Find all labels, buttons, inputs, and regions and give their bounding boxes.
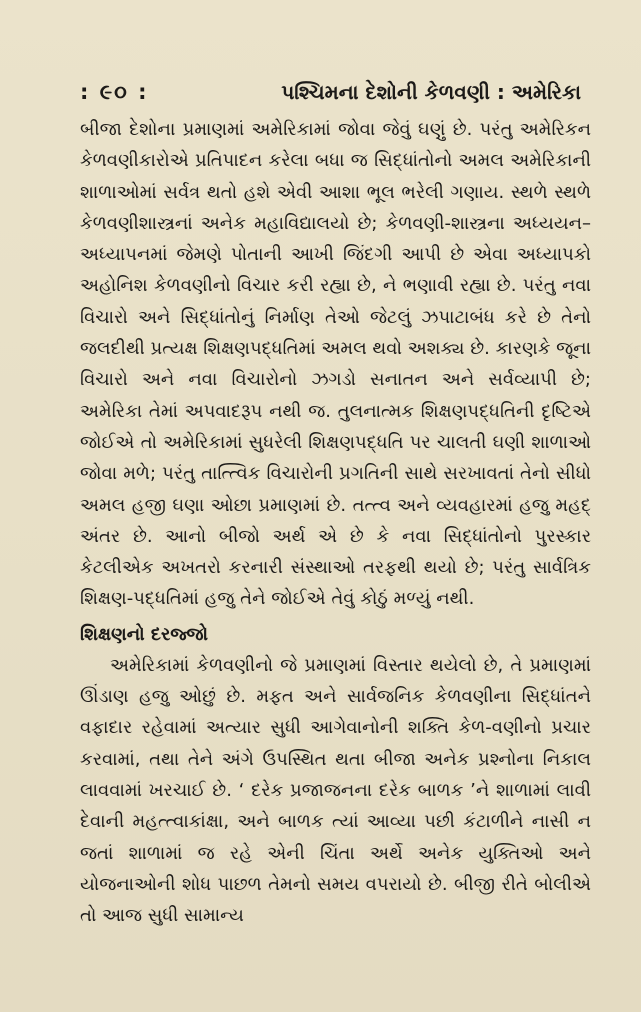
running-title: પશ્ચિમના દેશોની કેળવણી : અમેરિકા (281, 80, 581, 104)
body-paragraph-1: બીજા દેશોના પ્રમાણમાં અમેરિકામાં જોવા જેવું ઘણું છે. પરંતુ અમેરિકન કેળવણીકારોએ પ્રતિપાદન કરેલા બધા જ સિદ્ધાંતોનો અમલ અમેરિકાની શાળાઓમાં સર્વત્ર થતો હશે એવી આશા ભૂલ ભરેલી ગણાય. સ્થળે સ્થળે કેળવણીશાસ્ત્રનાં અનેક મહાવિદ્યાલયો છે; કેળવણી-શાસ્ત્રના અધ્યયન–અધ્યાપનમાં જેમણે પોતાની આખી જિંદગી આપી છે એવા અધ્યાપકો અહોનિશ કેળવણીનો વિચાર કરી રહ્યા છે, ને ભણાવી રહ્યા છે. પરંતુ નવા વિચારો અને સિદ્ધાંતોનું નિર્માણ તેઓ જેટલું ઝપાટાબંધ કરે છે તેનો જલદીથી પ્રત્યક્ષ શિક્ષણપદ્ધતિમાં અમલ થવો અશક્ય છે. કારણકે જૂના વિચારો અને નવા વિચારોનો ઝગડો સનાતન અને સર્વવ્યાપી છે; અમેરિકા તેમાં અપવાદરૂપ નથી જ. તુલનાત્મક શિક્ષણપદ્ધતિની દૃષ્ટિએ જોઈએ તો અમેરિકામાં સુધરેલી શિક્ષણપદ્ધતિ પર ચાલતી ઘણી શાળાઓ જોવા મળે; પરંતુ તાત્ત્વિક વિચારોની પ્રગતિની સાથે સરખાવતાં તેનો સીધો અમલ હજી ઘણા ઓછા પ્રમાણમાં છે. તત્ત્વ અને વ્યવહારમાં હજુ મહદ્ અંતર છે. આનો બીજો અર્થ એ છે કે નવા સિદ્ધાંતોનો પુરસ્કાર કેટલીએક અખતરો કરનારી સંસ્થાઓ તરફથી થયો છે; પરંતુ સાર્વત્રિક શિક્ષણ-પદ્ધતિમાં હજુ તેને જોઈએ તેવું કોઠું મળ્યું નથી. (80, 119, 591, 610)
body-paragraph-2: અમેરિકામાં કેળવણીનો જે પ્રમાણમાં વિસ્તાર થયેલો છે, તે પ્રમાણમાં ઊંડાણ હજુ ઓછું છે. મફત અને સાર્વજનિક કેળવણીના સિદ્ધાંતને વફાદાર રહેવામાં અત્યાર સુધી આગેવાનોની શક્તિ કેળ-વણીનો પ્રચાર કરવામાં, તથા તેને અંગે ઉપસ્થિત થતા બીજા અનેક પ્રશ્નોના નિકાલ લાવવામાં ખરચાઈ છે. ‘ દરેક પ્રજાજનના દરેક બાળક ’ને શાળામાં લાવી દેવાની મહત્ત્વાકાંક્ષા, અને બાળક ત્યાં આવ્યા પછી કંટાળીને નાસી ન જતાં શાળામાં જ રહે એની ચિંતા અર્થે અનેક યુક્તિઓ અને યોજનાઓની શોધ પાછળ તેમનો સમય વપરાયો છે. બીજી રીતે બોલીએ તો આજ સુધી સામાન્ય (80, 654, 591, 927)
page-number: : ૯૦ : (80, 80, 149, 104)
section-heading: શિક્ષણનો દરજ્જો (80, 623, 209, 645)
page-header (80, 80, 581, 114)
